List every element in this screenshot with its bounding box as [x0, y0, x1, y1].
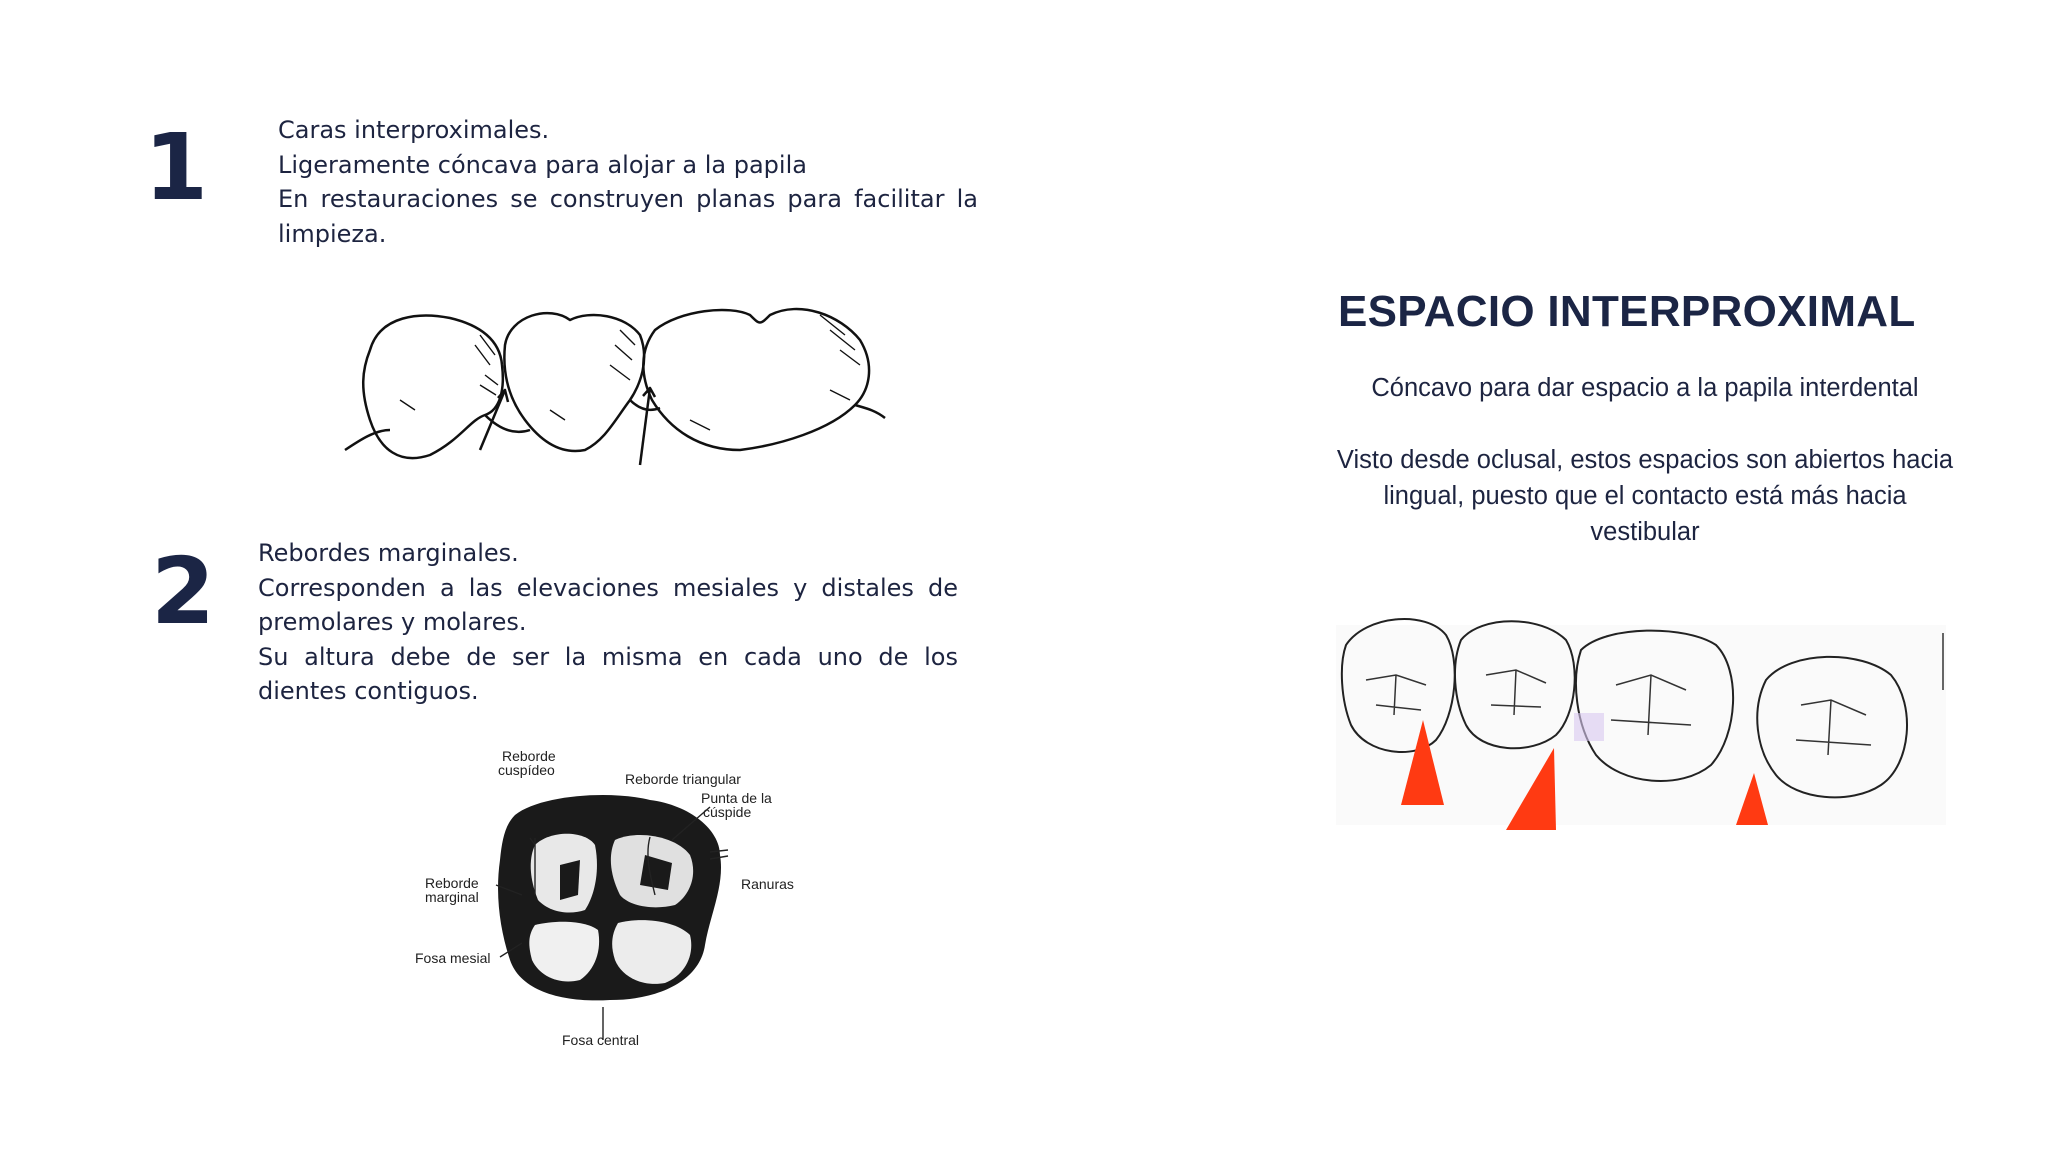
right-description	[1330, 370, 1960, 550]
label-reborde-cuspideo-1: Reborde	[502, 748, 556, 764]
section-2-line-2: Corresponden a las elevaciones mesiales y distales de premolares y molares.	[258, 573, 958, 636]
occlusal-teeth-row-illustration	[1336, 605, 1946, 835]
label-reborde-cuspideo-2: cuspídeo	[498, 762, 555, 778]
section-2-text	[258, 536, 958, 709]
right-paragraph-1: Cóncavo para dar espacio a la papila interdental	[1371, 374, 1919, 402]
section-1-text	[278, 113, 978, 251]
label-punta-1: Punta de la	[701, 790, 772, 806]
section-1-line-2: Ligeramente cóncava para alojar a la papila	[278, 150, 807, 179]
section-2-line-3: Su altura debe de ser la misma en cada uno de los dientes contiguos.	[258, 642, 958, 705]
section-1-line-3: En restauraciones se construyen planas para facilitar la limpieza.	[278, 185, 978, 248]
section-number-1: 1	[144, 114, 209, 221]
label-reborde-marginal-1: Reborde	[425, 875, 479, 891]
section-1-line-1: Caras interproximales.	[278, 116, 550, 144]
section-number-2: 2	[151, 538, 216, 645]
label-reborde-marginal-2: marginal	[425, 889, 479, 905]
label-fosa-central: Fosa central	[562, 1032, 640, 1048]
label-ranuras: Ranuras	[741, 876, 794, 892]
section-2-line-1: Rebordes marginales.	[258, 539, 519, 567]
label-fosa-mesial: Fosa mesial	[415, 950, 491, 966]
interproximal-teeth-illustration	[340, 290, 900, 470]
molar-occlusal-diagram	[410, 745, 810, 1055]
right-paragraph-2: Visto desde oclusal, estos espacios son abiertos hacia lingual, puesto que el contacto está más hacia vestibular	[1336, 446, 1954, 546]
label-reborde-triangular: Reborde triangular	[625, 771, 741, 787]
label-punta-2: cúspide	[703, 804, 752, 820]
page-title: ESPACIO INTERPROXIMAL	[1338, 287, 1916, 336]
